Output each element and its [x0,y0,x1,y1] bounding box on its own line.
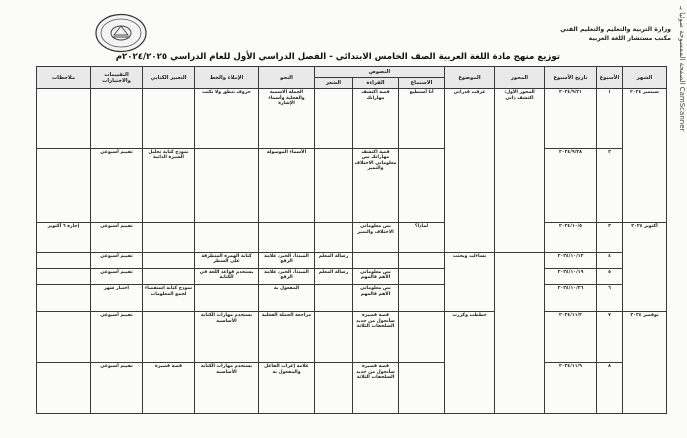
curriculum-table [36,66,667,414]
cell-date: ٢٠٢٤/١١/٢ [545,312,597,363]
cell-poetry [315,363,353,414]
header-topic: الموضوع [445,67,495,89]
table-row [37,223,667,252]
cell-listening [399,363,445,414]
cell-poetry: رسالة المعلم [315,268,353,284]
cell-week: ٤ [597,252,623,268]
header-week: الأسبوع [597,67,623,89]
header-grammar: النحو [259,67,315,89]
cell-writing [143,268,195,284]
cell-month: أكتوبر ٢٠٢٤ [623,223,667,312]
cell-dictation: يستخدم قواعد اللغة في الكتابة [195,268,259,284]
cell-grammar: المفعول به [259,285,315,312]
cell-dictation: يستخدم مهارات الكتابة الأساسية [195,312,259,363]
cell-poetry [315,223,353,252]
table-row [37,268,667,284]
cell-topic: عرفت قدراتي [445,89,495,253]
cell-date: ٢٠٢٤/٩/٢٨ [545,148,597,223]
cell-dictation [195,223,259,252]
cell-notes [37,312,91,363]
cell-month: نوفمبر ٢٠٢٤ [623,312,667,414]
cell-topic: خططت وكررت [445,312,495,414]
table-row [37,252,667,268]
header-dictation: الإملاء والخط [195,67,259,89]
ministry-logo-icon [94,13,148,53]
header-month: الشهر [623,67,667,89]
cell-writing: نموذج كتابة تحليل السيرة الذاتية [143,148,195,223]
cell-topic: تساءلت وبحثت [445,252,495,312]
cell-writing [143,312,195,363]
cell-grammar: علامة إعراب الفاعل والمفعول به [259,363,315,414]
cell-poetry [315,312,353,363]
cell-listening [399,268,445,284]
cell-assessment: تقييم أسبوعي [91,268,143,284]
cell-week: ٣ [597,223,623,252]
cell-listening: لماذا؟ [399,223,445,252]
cell-week: ٦ [597,285,623,312]
cell-assessment: تقييم أسبوعي [91,312,143,363]
cell-reading: قصة اكتشف مهاراتك نص معلوماتي الاختلاف والتميز [353,148,399,223]
cell-listening [399,312,445,363]
cell-poetry [315,148,353,223]
header-poetry: الشعر [315,78,353,89]
cell-grammar: مراجعة الجملة الفعلية [259,312,315,363]
cell-poetry: رسالة المعلم [315,252,353,268]
cell-poetry [315,89,353,149]
cell-reading: قصة قصيرة سأتحول من جديد السلحفات الثلاثة [353,363,399,414]
cell-date: ٢٠٢٤/٩/٢١ [545,89,597,149]
cell-writing [143,252,195,268]
cell-listening [399,285,445,312]
header-texts: النصوص [315,67,445,78]
table-row [37,89,667,149]
cell-listening [399,252,445,268]
header-listening: الاستماع [399,78,445,89]
cell-notes [37,148,91,223]
cell-reading: نص معلوماتي الأهم فالمهم [353,268,399,284]
header-writing: التعبير الكتابي [143,67,195,89]
cell-grammar: المبتدأ، الخبر، علامة الرفع [259,252,315,268]
cell-date: ٢٠٢٤/١٠/٥ [545,223,597,252]
cell-reading: قصة قصيرة سأتحول من جديد السلحفات الثلاثة [353,312,399,363]
cell-notes [37,363,91,414]
cell-poetry [315,285,353,312]
cell-week: ٥ [597,268,623,284]
cell-notes [37,252,91,268]
cell-assessment: تقييم أسبوعي [91,148,143,223]
cell-assessment [91,89,143,149]
cell-dictation: يستخدم مهارات الكتابة الأساسية [195,363,259,414]
cell-assessment: اختبار شهر [91,285,143,312]
cell-date: ٢٠٢٤/١٠/١٢ [545,252,597,268]
cell-writing [143,223,195,252]
table-row [37,363,667,414]
cell-writing: قصة قصيرة [143,363,195,414]
cell-dictation [195,285,259,312]
cell-date: ٢٠٢٤/١٠/٢٦ [545,285,597,312]
cell-reading: نص معلوماتي الأهم فالمهم [353,285,399,312]
cell-notes [37,89,91,149]
cell-assessment: تقييم أسبوعي [91,223,143,252]
header-assessment: التقييمات والاختبارات [91,67,143,89]
cell-dictation [195,148,259,223]
cell-date: ٢٠٢٤/١١/٩ [545,363,597,414]
cell-notes [37,285,91,312]
cell-grammar: الأسماء الموصولة [259,148,315,223]
document-title: توزيع منهج مادة اللغة العربية الصف الخامس الابتدائي - الفصل الدراسي الأول للعام الدراسي ٢٠٢٤/٢٠٢٥م [115,52,560,62]
cell-axis: المحور الأول: اكتشف ذاتي [495,89,545,253]
table-row [37,148,667,223]
cell-week: ٧ [597,312,623,363]
cell-notes: إجازة ٦ أكتوبر [37,223,91,252]
cell-dictation: كتابة الهمزة المتطرفة على السطر [195,252,259,268]
cell-week: ٨ [597,363,623,414]
ministry-line-2: مكتب مستشار اللغة العربية [588,34,671,42]
cell-week: ٢ [597,148,623,223]
header-reading: القراءة [353,78,399,89]
header-week-date: تاريخ الأسبوع [545,67,597,89]
cell-notes [37,268,91,284]
cell-writing [143,89,195,149]
ministry-header [560,26,671,43]
cell-axis-empty [495,252,545,413]
cell-listening [399,148,445,223]
camscanner-watermark: الصفحة الممسوحة ضوئيا بـ CamScanner [678,6,686,132]
cell-dictation: حروف تنطق ولا تكتب [195,89,259,149]
cell-week: ١ [597,89,623,149]
cell-reading: قصة اكتشف مهاراتك [353,89,399,149]
cell-grammar: الجملة الاسمية والفعلية وأسماء الإشارة [259,89,315,149]
cell-date: ٢٠٢٤/١٠/١٩ [545,268,597,284]
cell-listening: أنا أستطيع [399,89,445,149]
cell-assessment: تقييم أسبوعي [91,363,143,414]
cell-month: سبتمبر ٢٠٢٤ [623,89,667,223]
cell-assessment: تقييم أسبوعي [91,252,143,268]
cell-reading [353,252,399,268]
header-notes: ملاحظات [37,67,91,89]
cell-grammar: المبتدأ، الخبر، علامة الرفع [259,268,315,284]
ministry-line-1: وزارة التربية والتعليم والتعليم الفني [560,26,671,33]
cell-writing: نموذج كتابة استقصاء لجمع المعلومات [143,285,195,312]
cell-grammar [259,223,315,252]
table-row [37,285,667,312]
header-axis: المحور [495,67,545,89]
table-row [37,312,667,363]
cell-reading: نص معلوماتي الاختلاف والتميز [353,223,399,252]
